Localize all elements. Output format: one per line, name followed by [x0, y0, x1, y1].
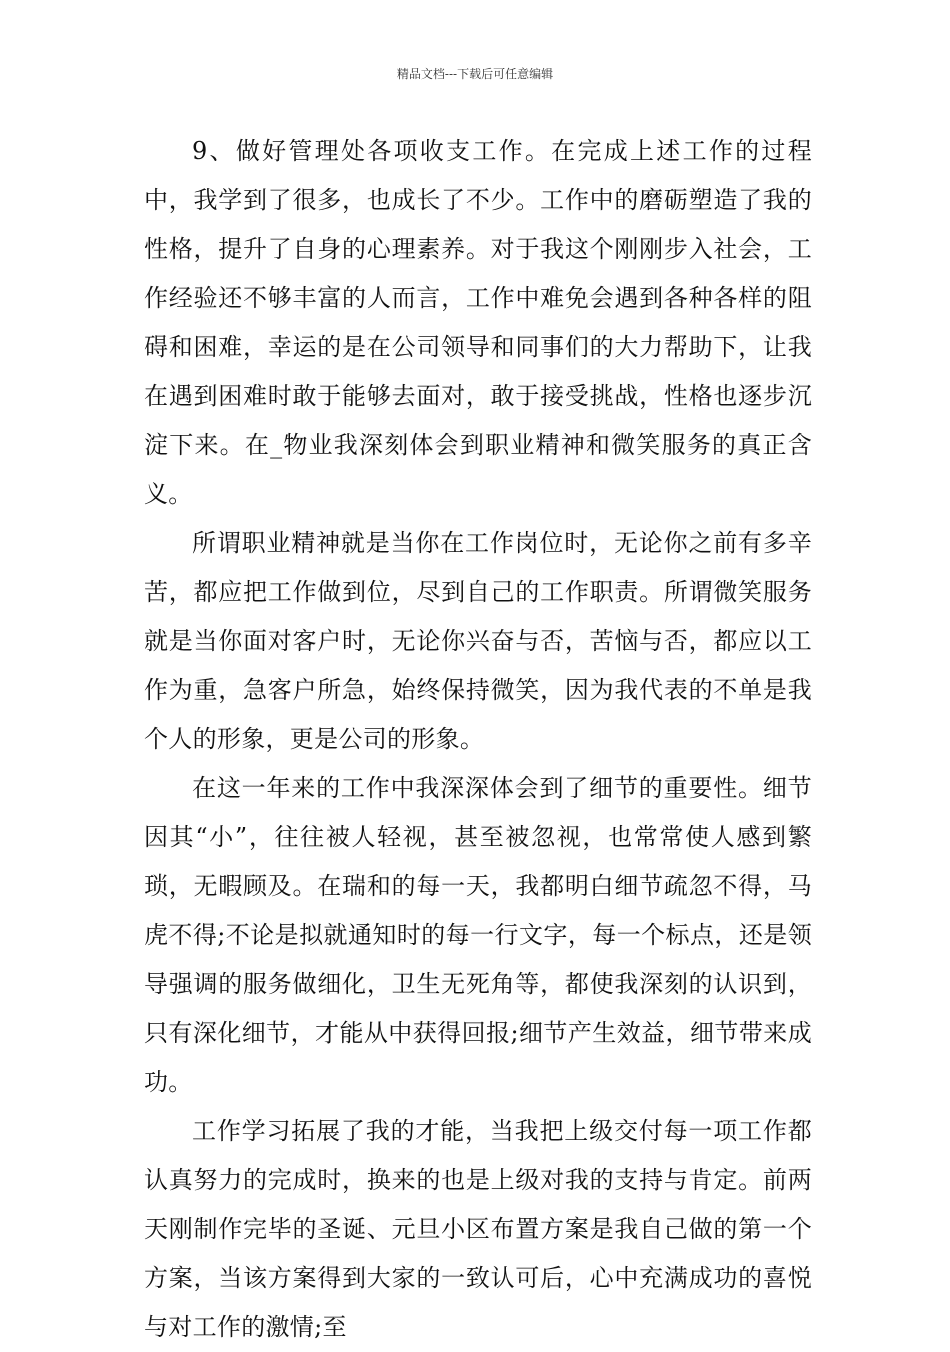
page-header: 精品文档---下载后可任意编辑 [396, 67, 554, 81]
paragraph-4: 工作学习拓展了我的才能，当我把上级交付每一项工作都认真努力的完成时，换来的也是上级对我的支持与肯定。前两天刚制作完毕的圣诞、元旦小区布置方案是我自己做的第一个方案，当该方案得到大家的一致认可后，心中充满成功的喜悦与对工作的激情;至 [144, 1117, 812, 1341]
paragraph-2: 所谓职业精神就是当你在工作岗位时，无论你之前有多辛苦，都应把工作做到位，尽到自己的工作职责。所谓微笑服务就是当你面对客户时，无论你兴奋与否，苦恼与否，都应以工作为重，急客户所急，始终保持微笑，因为我代表的不单是我个人的形象，更是公司的形象。 [144, 529, 812, 753]
paragraph-3: 在这一年来的工作中我深深体会到了细节的重要性。细节因其“小”，往往被人轻视，甚至被忽视，也常常使人感到繁琐，无暇顾及。在瑞和的每一天，我都明白细节疏忽不得，马虎不得;不论是拟就通知时的每一行文字，每一个标点，还是领导强调的服务做细化，卫生无死角等，都使我深刻的认识到，只有深化细节，才能从中获得回报;细节产生效益，细节带来成功。 [144, 774, 812, 1096]
document-body [144, 127, 812, 1352]
paragraph-1: 9、做好管理处各项收支工作。在完成上述工作的过程中，我学到了很多，也成长了不少。工作中的磨砺塑造了我的性格，提升了自身的心理素养。对于我这个刚刚步入社会，工作经验还不够丰富的人而言，工作中难免会遇到各种各样的阻碍和困难，幸运的是在公司领导和同事们的大力帮助下，让我在遇到困难时敢于能够去面对，敢于接受挑战，性格也逐步沉淀下来。在_物业我深刻体会到职业精神和微笑服务的真正含义。 [144, 137, 812, 508]
